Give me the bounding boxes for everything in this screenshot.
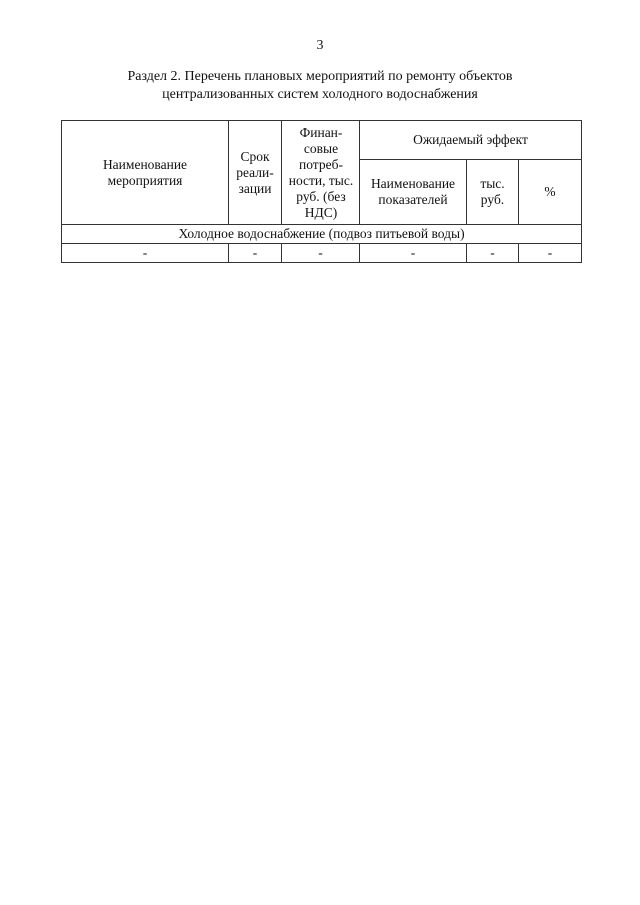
header-percent: % [519,160,582,225]
page-number: 3 [316,38,324,53]
plan-table [61,120,582,263]
section-title-line-2: централизованных систем холодного водоснабжения [162,87,478,102]
header-expected-effect: Ожидаемый эффект [360,121,582,160]
table-cell: - [282,244,360,263]
section-title [60,68,580,104]
table-cell: - [519,244,582,263]
table-cell: - [229,244,282,263]
table-section-row [62,225,582,244]
table-cell: - [62,244,229,263]
section-title-line-1: Раздел 2. Перечень плановых мероприятий по ремонту объектов [127,69,513,84]
header-term: Срок реали-зации [229,121,282,225]
header-financial-needs: Финан-совые потреб-ности, тыс. руб. (без НДС) [282,121,360,225]
header-indicator-name: Наименование показателей [360,160,467,225]
header-event-name: Наименование мероприятия [62,121,229,225]
table-row [62,244,582,263]
header-thousand-rub: тыс. руб. [467,160,519,225]
section-row-label: Холодное водоснабжение (подвоз питьевой воды) [62,225,582,244]
table-cell: - [360,244,467,263]
table-cell: - [467,244,519,263]
